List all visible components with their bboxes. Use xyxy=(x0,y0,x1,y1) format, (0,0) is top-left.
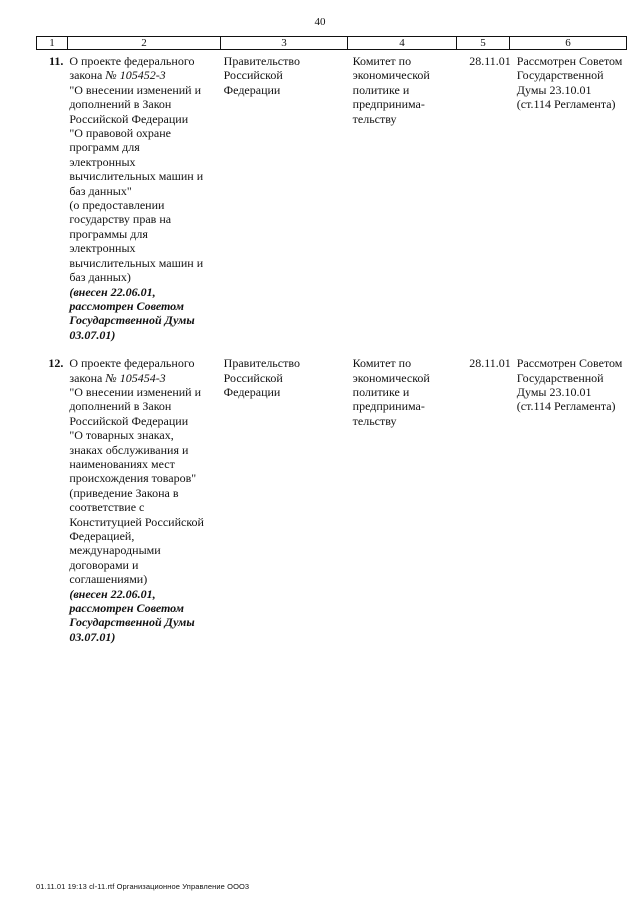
bill-status-line: рассмотрен Советом xyxy=(69,298,184,313)
decision-line: Думы 23.10.01 xyxy=(516,82,592,97)
column-number-2: 2 xyxy=(68,37,221,50)
bill-text-line: знаках обслуживания и xyxy=(69,442,189,457)
bill-law-prefix: закона xyxy=(69,370,106,385)
decision-line: (ст.114 Регламента) xyxy=(516,97,616,112)
initiator-line: Федерации xyxy=(223,82,281,97)
committee-line: экономической xyxy=(352,370,430,385)
committee xyxy=(349,54,460,342)
bill-text-line: баз данных" xyxy=(69,183,132,198)
column-number-6: 6 xyxy=(510,37,627,50)
decision-line: (ст.114 Регламента) xyxy=(516,399,616,414)
committee xyxy=(349,356,460,644)
initiator xyxy=(220,356,349,644)
bill-text-line: дополнений в Закон xyxy=(69,97,172,112)
entry-row xyxy=(36,356,632,644)
bill-status-line: рассмотрен Советом xyxy=(69,601,184,616)
committee-line: тельству xyxy=(352,413,397,428)
bill-law-line xyxy=(69,68,219,82)
bill-title: О проекте федерального xyxy=(69,356,195,371)
initiator-line: Федерации xyxy=(223,384,281,399)
committee-line: политике и xyxy=(352,384,410,399)
committee-line: Комитет по xyxy=(352,54,412,68)
column-number-header xyxy=(36,36,627,50)
bill-text-line: наименованиях мест xyxy=(69,456,175,471)
bill-text-line: Конституцией Российской xyxy=(69,514,204,529)
entries-list xyxy=(36,54,632,644)
bill-text-line: программ для xyxy=(69,140,140,155)
decision-line: Думы 23.10.01 xyxy=(516,384,592,399)
initiator-line: Российской xyxy=(223,68,283,83)
bill-text-line: электронных xyxy=(69,154,136,169)
bill-text-line: (приведение Закона в xyxy=(69,485,179,500)
decision-line: Государственной xyxy=(516,370,604,385)
initiator-line: Правительство xyxy=(223,54,300,68)
bill-text-line: Федерацией, xyxy=(69,529,135,543)
bill-text-line: (о предоставлении xyxy=(69,198,165,213)
bill-text-line: "О товарных знаках, xyxy=(69,428,174,443)
bill-law-number: № 105454-3 xyxy=(105,370,166,385)
committee-line: экономической xyxy=(352,68,430,83)
bill-text-line: Российской Федерации xyxy=(69,413,189,428)
bill-description xyxy=(67,356,219,644)
entry-date: 28.11.01 xyxy=(469,54,511,68)
bill-text-line: договорами и xyxy=(69,557,139,572)
bill-text-line: вычислительных машин и xyxy=(69,169,204,184)
bill-law-line xyxy=(69,371,219,385)
committee-line: Комитет по xyxy=(352,356,412,371)
bill-text-line: соответствие с xyxy=(69,500,145,515)
committee-line: тельству xyxy=(352,111,397,126)
bill-status-line: (внесен 22.06.01, xyxy=(69,586,156,601)
initiator-line: Правительство xyxy=(223,356,300,371)
bill-title: О проекте федерального xyxy=(69,54,195,68)
decision xyxy=(513,54,632,342)
bill-text-line: Российской Федерации xyxy=(69,111,189,126)
bill-text-line: происхождения товаров" xyxy=(69,471,197,486)
column-number-5: 5 xyxy=(457,37,510,50)
initiator-line: Российской xyxy=(223,370,283,385)
footer-file-info: 01.11.01 19:13 cl-11.rtf Организационное Управление ООО3 xyxy=(36,882,250,891)
committee-line: предпринима- xyxy=(352,97,425,112)
bill-text-line: соглашениями) xyxy=(69,572,148,587)
column-number-4: 4 xyxy=(348,37,457,50)
page-number: 40 xyxy=(314,16,326,28)
bill-status-line: Государственной Думы xyxy=(69,615,195,630)
decision-line: Государственной xyxy=(516,68,604,83)
column-number-1: 1 xyxy=(37,37,68,50)
bill-text-line: баз данных) xyxy=(69,270,131,285)
bill-law-number: № 105452-3 xyxy=(105,68,166,83)
bill-text-line: международными xyxy=(69,543,161,558)
column-number-3: 3 xyxy=(221,37,348,50)
bill-status-line: 03.07.01) xyxy=(69,327,116,342)
bill-text-line: дополнений в Закон xyxy=(69,399,172,414)
committee-line: политике и xyxy=(352,82,410,97)
bill-status-line: (внесен 22.06.01, xyxy=(69,284,156,299)
bill-description xyxy=(67,54,219,342)
bill-text-line: "О внесении изменений и xyxy=(69,384,202,399)
bill-text-line: "О внесении изменений и xyxy=(69,82,202,97)
bill-text-line: государству прав на xyxy=(69,212,172,227)
initiator xyxy=(220,54,349,342)
decision xyxy=(513,356,632,644)
entry-row xyxy=(36,54,632,342)
bill-law-prefix: закона xyxy=(69,68,106,83)
entry-number: 11. xyxy=(48,54,64,68)
bill-status-line: Государственной Думы xyxy=(69,313,195,328)
committee-line: предпринима- xyxy=(352,399,425,414)
bill-text-line: программы для xyxy=(69,226,148,241)
decision-line: Рассмотрен Советом xyxy=(516,356,623,371)
entry-number: 12. xyxy=(48,356,64,371)
bill-text-line: электронных xyxy=(69,241,136,256)
bill-text-line: вычислительных машин и xyxy=(69,255,204,270)
decision-line: Рассмотрен Советом xyxy=(516,54,623,68)
entry-date: 28.11.01 xyxy=(469,356,511,371)
bill-status-line: 03.07.01) xyxy=(69,629,116,644)
bill-text-line: "О правовой охране xyxy=(69,126,172,141)
